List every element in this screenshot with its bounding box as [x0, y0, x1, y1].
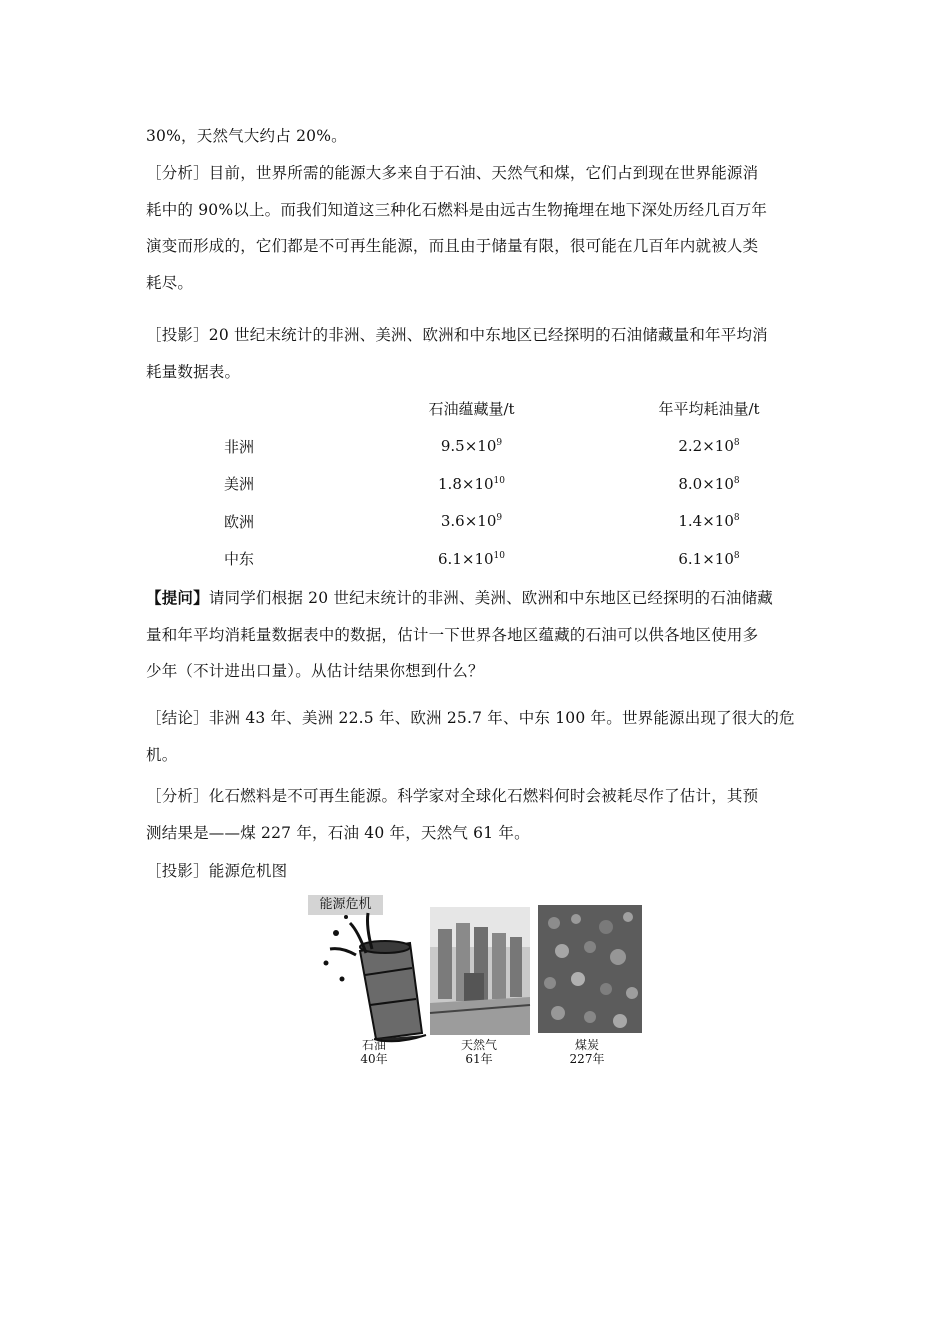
paragraph-projection-1: ［投影］20 世纪末统计的非洲、美洲、欧洲和中东地区已经探明的石油储藏量和年平均消 耗量数据表。	[146, 326, 768, 381]
energy-crisis-figure	[306, 893, 646, 1073]
consumption-cell: $8.0\times 10^8$	[678, 474, 740, 493]
table-header-cell: 石油蕴藏量/t	[428, 400, 515, 419]
table-row	[170, 540, 819, 578]
table-row	[170, 503, 819, 541]
paragraph-projection-2: ［投影］能源危机图	[146, 862, 288, 880]
region-cell: 欧洲	[224, 512, 255, 531]
coal-caption: 煤炭 227年	[569, 1038, 605, 1066]
reserve-cell: $6.1\times 10^{10}$	[438, 549, 505, 568]
table-row	[170, 465, 819, 503]
region-cell: 非洲	[224, 437, 255, 456]
gas-plant-photo	[430, 907, 530, 1035]
consumption-cell: $1.4\times 10^8$	[678, 512, 740, 531]
table-header-cell: 年平均耗油量/t	[658, 400, 760, 419]
consumption-cell: $6.1\times 10^8$	[678, 549, 740, 568]
table-row	[170, 428, 819, 466]
figure-illustrations	[306, 893, 646, 1043]
paragraph-question: 【提问】请同学们根据 20 世纪末统计的非洲、美洲、欧洲和中东地区已经探明的石油储藏 量和年平均消耗量数据表中的数据，估计一下世界各地区蕴藏的石油可以供各地区使用多 少年（不计进出口量）。从估计结果你想到什么？	[146, 588, 773, 680]
oil-caption: 石油 40年	[360, 1038, 388, 1066]
paragraph-analysis-1: ［分析］目前，世界所需的能源大多来自于石油、天然气和煤，它们占到现在世界能源消 耗中的 90%以上。而我们知道这三种化石燃料是由远古生物掩埋在地下深处历经几百万年 演变而形成的，它们都是不可再生能源，而且由于储量有限，很可能在几百年内就被人类 耗尽。	[146, 164, 768, 292]
paragraph-conclusion: ［结论］非洲 43 年、美洲 22.5 年、欧洲 25.7 年、中东 100 年。世界能源出现了很大的危 机。	[146, 709, 795, 764]
reserve-cell: $9.5\times 10^9$	[440, 437, 503, 456]
table-header-cell	[170, 390, 344, 428]
reserve-cell: $3.6\times 10^9$	[440, 512, 503, 531]
region-cell: 中东	[224, 550, 255, 569]
question-tag: 【提问】	[146, 588, 209, 607]
consumption-cell: $2.2\times 10^8$	[678, 437, 740, 456]
paragraph-gas-share: 30%，天然气大约占 20%。	[146, 127, 347, 145]
oil-drum-icon	[324, 913, 427, 1041]
reserve-cell: $1.8\times 10^{10}$	[438, 474, 505, 493]
table-header-row	[170, 390, 819, 428]
coal-photo	[538, 905, 642, 1033]
figure-label: 能源危机	[308, 895, 383, 915]
paragraph-analysis-2: ［分析］化石燃料是不可再生能源。科学家对全球化石燃料何时会被耗尽作了估计，其预 测结果是——煤 227 年，石油 40 年，天然气 61 年。	[146, 787, 759, 842]
oil-data-table	[170, 390, 819, 578]
region-cell: 美洲	[224, 475, 255, 494]
gas-caption: 天然气 61年	[460, 1038, 497, 1066]
